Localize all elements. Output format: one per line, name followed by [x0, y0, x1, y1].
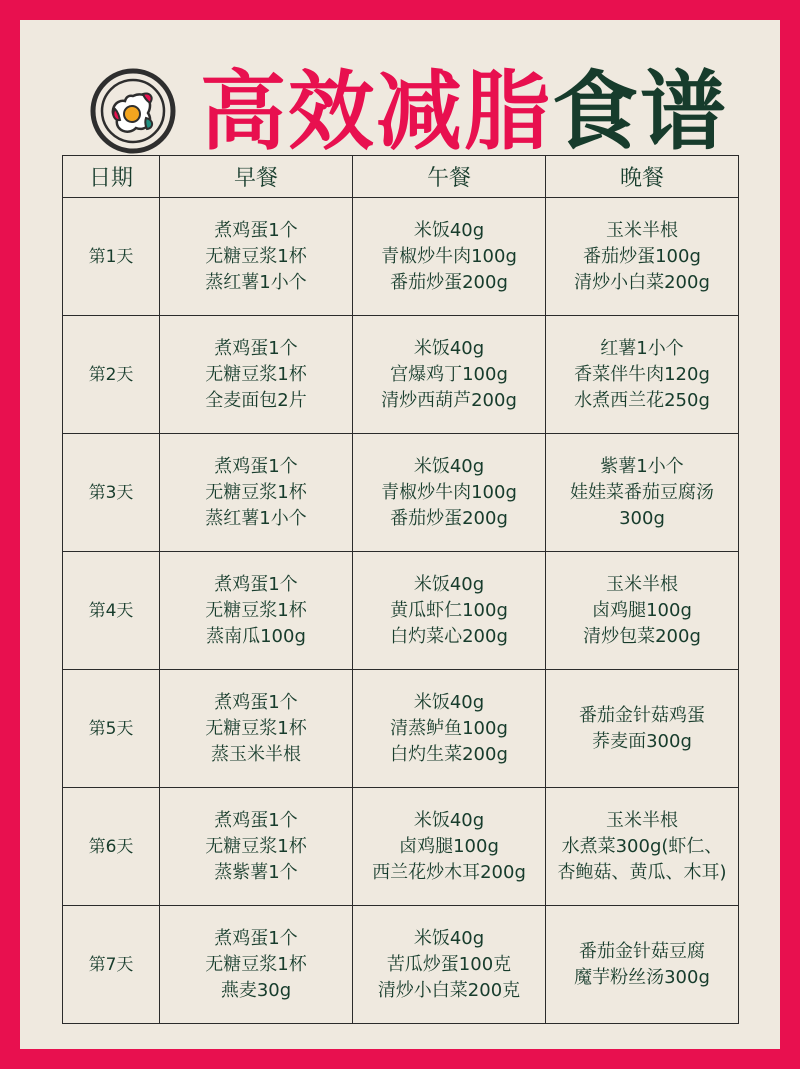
- day-cell: 第5天: [63, 670, 160, 788]
- breakfast-item: 煮鸡蛋1个: [214, 455, 298, 477]
- lunch-item: 苦瓜炒蛋100克: [386, 953, 512, 975]
- dinner-item: 荞麦面300g: [592, 730, 692, 752]
- lunch-item: 白灼生菜200g: [390, 743, 508, 765]
- dinner-cell: [546, 788, 739, 906]
- breakfast-item: 煮鸡蛋1个: [214, 573, 298, 595]
- dinner-cell: [546, 316, 739, 434]
- breakfast-item: 蒸玉米半根: [211, 743, 301, 765]
- header: [20, 60, 780, 160]
- dinner-item: 清炒包菜200g: [583, 625, 701, 647]
- breakfast-cell: [160, 198, 353, 316]
- lunch-item: 米饭40g: [413, 337, 485, 359]
- breakfast-cell: [160, 670, 353, 788]
- lunch-cell: [353, 198, 546, 316]
- header-lunch: 午餐: [353, 156, 546, 198]
- table-row: [63, 434, 739, 552]
- breakfast-cell: [160, 434, 353, 552]
- lunch-cell: [353, 434, 546, 552]
- lunch-item: 青椒炒牛肉100g: [381, 245, 517, 267]
- title-part-1: 高效减脂: [200, 62, 552, 162]
- lunch-cell: [353, 906, 546, 1024]
- day-cell: 第7天: [63, 906, 160, 1024]
- table-row: [63, 552, 739, 670]
- lunch-item: 米饭40g: [413, 927, 485, 949]
- lunch-item: 米饭40g: [413, 573, 485, 595]
- dinner-item: 杏鲍菇、黄瓜、木耳): [557, 861, 727, 883]
- dinner-item: 番茄金针菇豆腐: [579, 940, 705, 962]
- header-breakfast: 早餐: [160, 156, 353, 198]
- table-row: [63, 316, 739, 434]
- meal-plan-table: [62, 155, 739, 1024]
- breakfast-item: 煮鸡蛋1个: [214, 337, 298, 359]
- dinner-item: 番茄炒蛋100g: [583, 245, 701, 267]
- lunch-item: 番茄炒蛋200g: [390, 271, 508, 293]
- breakfast-cell: [160, 316, 353, 434]
- table-row: [63, 198, 739, 316]
- lunch-item: 青椒炒牛肉100g: [381, 481, 517, 503]
- breakfast-item: 无糖豆浆1杯: [205, 717, 307, 739]
- dinner-item: 玉米半根: [606, 573, 678, 595]
- dinner-item: 娃娃菜番茄豆腐汤: [570, 481, 714, 503]
- breakfast-item: 煮鸡蛋1个: [214, 809, 298, 831]
- table-row: [63, 670, 739, 788]
- lunch-cell: [353, 788, 546, 906]
- lunch-item: 米饭40g: [413, 691, 485, 713]
- header-date: 日期: [63, 156, 160, 198]
- lunch-item: 清炒西葫芦200g: [381, 389, 517, 411]
- lunch-item: 清蒸鲈鱼100g: [390, 717, 508, 739]
- dinner-item: 水煮菜300g(虾仁、: [561, 835, 723, 857]
- header-dinner: 晚餐: [546, 156, 739, 198]
- table-row: [63, 788, 739, 906]
- breakfast-item: 蒸南瓜100g: [206, 625, 306, 647]
- dinner-item: 水煮西兰花250g: [574, 389, 710, 411]
- breakfast-item: 蒸红薯1小个: [205, 271, 307, 293]
- breakfast-item: 蒸紫薯1个: [214, 861, 298, 883]
- table-header-row: [63, 156, 739, 198]
- dinner-item: 清炒小白菜200g: [574, 271, 710, 293]
- lunch-item: 番茄炒蛋200g: [390, 507, 508, 529]
- lunch-cell: [353, 670, 546, 788]
- breakfast-cell: [160, 552, 353, 670]
- lunch-item: 米饭40g: [413, 809, 485, 831]
- breakfast-cell: [160, 788, 353, 906]
- breakfast-item: 无糖豆浆1杯: [205, 363, 307, 385]
- dinner-item: 番茄金针菇鸡蛋: [579, 704, 705, 726]
- breakfast-item: 无糖豆浆1杯: [205, 953, 307, 975]
- breakfast-item: 无糖豆浆1杯: [205, 245, 307, 267]
- title-part-2: 食谱: [552, 62, 728, 162]
- dinner-item: 红薯1小个: [600, 337, 684, 359]
- lunch-item: 黄瓜虾仁100g: [390, 599, 508, 621]
- lunch-item: 宫爆鸡丁100g: [390, 363, 508, 385]
- lunch-item: 米饭40g: [413, 219, 485, 241]
- page-title: [200, 62, 728, 162]
- lunch-item: 卤鸡腿100g: [399, 835, 499, 857]
- dinner-item: 卤鸡腿100g: [592, 599, 692, 621]
- breakfast-item: 无糖豆浆1杯: [205, 599, 307, 621]
- recipe-card: [20, 20, 780, 1049]
- dinner-item: 玉米半根: [606, 809, 678, 831]
- breakfast-cell: [160, 906, 353, 1024]
- dinner-cell: [546, 670, 739, 788]
- breakfast-item: 煮鸡蛋1个: [214, 927, 298, 949]
- breakfast-item: 无糖豆浆1杯: [205, 481, 307, 503]
- breakfast-item: 煮鸡蛋1个: [214, 219, 298, 241]
- dinner-cell: [546, 906, 739, 1024]
- lunch-item: 米饭40g: [413, 455, 485, 477]
- dinner-item: 香菜伴牛肉120g: [574, 363, 710, 385]
- table-body: [63, 198, 739, 1024]
- plate-food-icon: [88, 66, 178, 156]
- dinner-item: 300g: [619, 507, 665, 529]
- breakfast-item: 蒸红薯1小个: [205, 507, 307, 529]
- breakfast-item: 全麦面包2片: [205, 389, 307, 411]
- day-cell: 第6天: [63, 788, 160, 906]
- lunch-item: 西兰花炒木耳200g: [372, 861, 526, 883]
- day-cell: 第2天: [63, 316, 160, 434]
- day-cell: 第4天: [63, 552, 160, 670]
- dinner-item: 玉米半根: [606, 219, 678, 241]
- day-cell: 第3天: [63, 434, 160, 552]
- dinner-cell: [546, 198, 739, 316]
- dinner-item: 紫薯1小个: [600, 455, 684, 477]
- dinner-cell: [546, 434, 739, 552]
- table-row: [63, 906, 739, 1024]
- dinner-cell: [546, 552, 739, 670]
- breakfast-item: 煮鸡蛋1个: [214, 691, 298, 713]
- lunch-cell: [353, 316, 546, 434]
- breakfast-item: 燕麦30g: [220, 979, 292, 1001]
- lunch-item: 白灼菜心200g: [390, 625, 508, 647]
- breakfast-item: 无糖豆浆1杯: [205, 835, 307, 857]
- lunch-item: 清炒小白菜200克: [377, 979, 521, 1001]
- dinner-item: 魔芋粉丝汤300g: [574, 966, 710, 988]
- lunch-cell: [353, 552, 546, 670]
- day-cell: 第1天: [63, 198, 160, 316]
